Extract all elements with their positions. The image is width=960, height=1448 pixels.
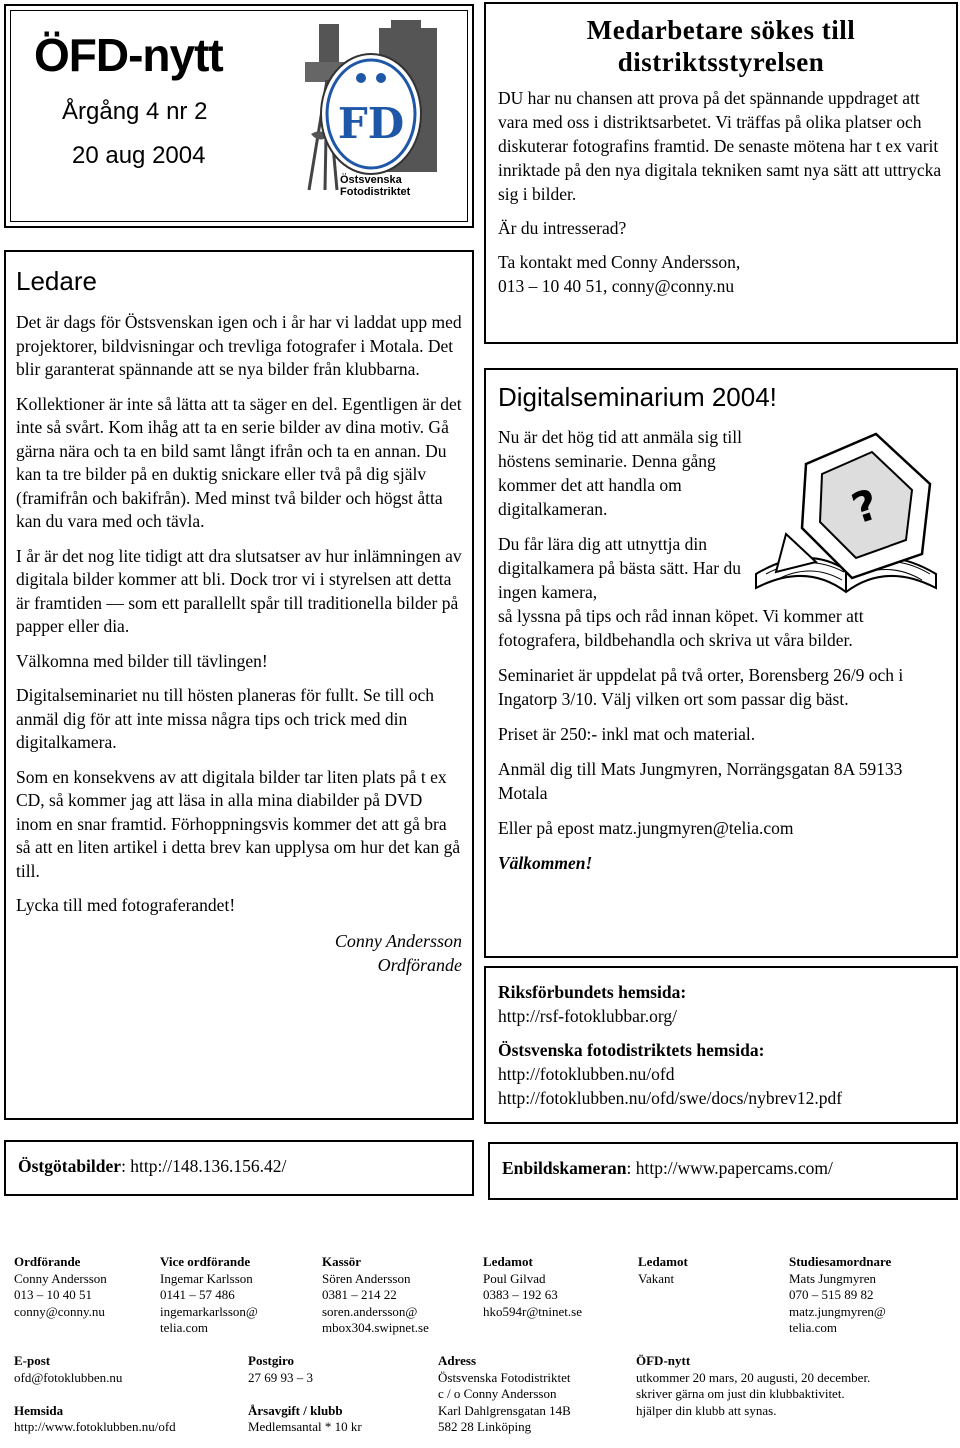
board-member: Studiesamordnare Mats Jungmyren 070 – 515 89 82 matz.jungmyren@ telia.com	[789, 1254, 892, 1335]
seminar-section	[484, 368, 958, 958]
seminar-registration: Anmäl dig till Mats Jungmyren, Norrängsgatan 8A 59133 Motala	[498, 759, 903, 803]
editorial-paragraph: Som en konsekvens av att digitala bilder tar liten plats på t ex CD, så kommer jag att läsa in alla mina diabilder på DVD inom en snar framtid. Förhoppningsvis kommer det att gå bra så att en liten artikel i detta brev kan upplysa om hur det kan gå till.	[16, 766, 461, 881]
recruitment-contact: Ta kontakt med Conny Andersson, 013 – 10 40 51, conny@conny.nu	[498, 252, 741, 296]
logo-caption: Östsvenska Fotodistriktet	[340, 174, 411, 198]
rsf-label: Riksförbundets hemsida:	[498, 982, 687, 1002]
board-member: Kassör Sören Andersson 0381 – 214 22 soren.andersson@ mbox304.swipnet.se	[322, 1254, 429, 1335]
board-member: Ordförande Conny Andersson 013 – 10 40 51 conny@conny.nu	[14, 1254, 107, 1319]
recruitment-paragraph: DU har nu chansen att prova på det spännande uppdraget att vara med oss i distriktsarbetet. Vi träffas på olika platser och diskuterar fotografins framtid. De senaste mötena har t ex varit inriktade på den nya digitala tekniken samt nya sätt att uttrycka sig i bilder.	[498, 88, 942, 204]
editorial-paragraph: Välkomna med bilder till tävlingen!	[16, 650, 268, 671]
enbild-link[interactable]: : http://www.papercams.com/	[626, 1158, 833, 1178]
issue-date: 20 aug 2004	[72, 142, 206, 169]
ostgota-label: Östgötabilder	[18, 1156, 122, 1176]
editorial-paragraph: Kollektioner är inte så lätta att ta säger en del. Egentligen är det inte så svårt. Kom ihåg att ta en serie bilder av dina motiv. Gå gärna nära och ta en bild samt långt ifrån och ta en annan. Du kan ta tre bilder på en duktig snickare eller två på dig själv (framifrån och bakifrån). Med minst två bilder och högst åtta kan du vara med och tävla.	[16, 393, 462, 531]
seminar-paragraph: Seminariet är uppdelat på två orter, Borensberg 26/9 och i Ingatorp 3/10. Välj vilken ort som passar dig bäst.	[498, 665, 904, 709]
ofd-newsletter-link[interactable]: http://fotoklubben.nu/ofd/swe/docs/nybrev12.pdf	[498, 1088, 843, 1108]
ostgota-link[interactable]: : http://148.136.156.42/	[121, 1156, 287, 1176]
editorial-signature: Conny Andersson Ordförande	[334, 930, 462, 975]
rsf-link[interactable]: http://rsf-fotoklubbar.org/	[498, 1006, 678, 1026]
enbild-label: Enbildskameran	[502, 1158, 627, 1178]
editorial-paragraph: Lycka till med fotograferandet!	[16, 895, 236, 915]
svg-text:FD: FD	[337, 99, 405, 148]
ofd-label: Östsvenska fotodistriktets hemsida:	[498, 1040, 765, 1060]
svg-text:?: ?	[845, 479, 885, 534]
board-member: Ledamot Vakant	[638, 1254, 688, 1286]
board-member: Vice ordförande Ingemar Karlsson 0141 – 57 486 ingemarkarlsson@ telia.com	[160, 1254, 258, 1335]
seminar-heading: Digitalseminarium 2004!	[498, 382, 777, 412]
ostgotabilder-box	[4, 1140, 474, 1196]
recruitment-section	[484, 2, 958, 344]
ofd-link[interactable]: http://fotoklubben.nu/ofd	[498, 1064, 675, 1084]
seminar-email: Eller på epost matz.jungmyren@telia.com	[498, 818, 794, 838]
volume-number: Årgång 4 nr 2	[62, 98, 208, 125]
footer-newsletter-info: ÖFD-nytt utkommer 20 mars, 20 augusti, 20 december. skriver gärna om just din klubbaktivitet. hjälper din klubb att synas.	[636, 1353, 871, 1418]
editorial-paragraph: Det är dags för Östsvenskan igen och i år har vi laddat upp med projektorer, bildvisningar och trevliga fotografer i Motala. Det blir garanterat spännande att se nya bilder från klubbarna.	[16, 312, 462, 379]
footer-email-web: E-post ofd@fotoklubben.nu Hemsida http://www.fotoklubben.nu/ofd	[14, 1353, 234, 1436]
computer-book-illustration-icon	[746, 424, 946, 600]
editorial-section	[4, 250, 474, 1120]
board-member: Ledamot Poul Gilvad 0383 – 192 63 hko594r@tninet.se	[483, 1254, 582, 1319]
masthead	[4, 4, 474, 228]
websites-section	[484, 966, 958, 1124]
editorial-heading: Ledare	[16, 266, 97, 296]
footer-payment: Postgiro 27 69 93 – 3 Årsavgift / klubb Medlemsantal * 10 kr	[248, 1353, 362, 1434]
seminar-paragraph: Nu är det hög tid att anmäla sig till höstens seminarie. Denna gång kommer det att handla om digitalkameran.	[498, 427, 742, 519]
editorial-paragraph: I år är det nog lite tidigt att dra slutsatser av hur inlämningen av digitala bilder kommer att bli. Dock tror vi i styrelsen att detta är framtiden — som ett parallellt spår till traditionella bilder på papper eller dia.	[16, 545, 462, 636]
editorial-paragraph: Digitalseminariet nu till hösten planeras för fullt. Se till och anmäl dig för att inte missa några tips och trick med din digitalkamera.	[16, 685, 434, 752]
footer-address: Adress Östsvenska Fotodistriktet c / o Conny Andersson Karl Dahlgrensgatan 14B 582 28 Linköping	[438, 1353, 571, 1434]
newsletter-title: ÖFD-nytt	[34, 29, 223, 81]
seminar-paragraph: Du får lära dig att utnyttja din digitalkamera på bästa sätt. Har du ingen kamera, så lyssna på tips och råd innan köpet. Vi kommer att fotografera, bildbehandla och skriva ut våra bilder.	[498, 534, 864, 650]
seminar-welcome: Välkommen!	[498, 853, 593, 873]
enbildskameran-box	[488, 1142, 958, 1200]
seminar-price: Priset är 250:- inkl mat och material.	[498, 724, 756, 744]
recruitment-heading: Medarbetare sökes till distriktsstyrelsen	[586, 15, 856, 77]
recruitment-question: Är du intresserad?	[498, 218, 627, 238]
footer-email-link[interactable]: ofd@fotoklubben.nu	[14, 1369, 123, 1385]
footer-website-link[interactable]: http://www.fotoklubben.nu/ofd	[14, 1419, 176, 1434]
